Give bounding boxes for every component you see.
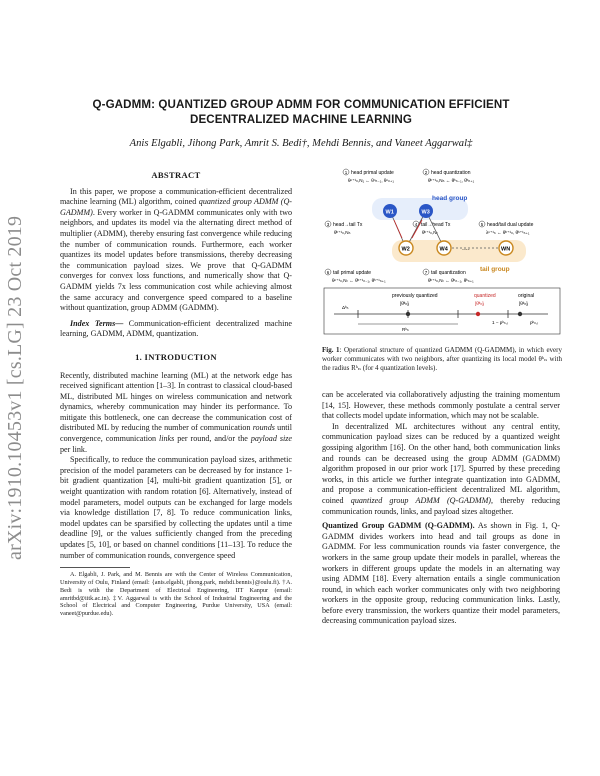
delta-label: Δᵏₙ: [342, 305, 349, 310]
worker-w4: [437, 241, 451, 255]
original-label: original: [518, 293, 535, 299]
head-group-label: head group: [432, 195, 468, 202]
step-2-eq: θ̂ⁿ⁺¹ₙ,Nₕ ← θ̂ⁿₙ₋₁, θ̂ⁿₙ₊₁: [428, 178, 475, 183]
right-paragraph-3: Quantized Group GADMM (Q-GADMM). As shown in Fig. 1, Q-GADMM divides workers into head and tail groups as done in GADMM. For less communication rounds via faster convergence, the workers in the same group update their models in parallel, whereas the workers in different groups update the models in an alternating way using ADMM [18]. Every alternation entails a single communication round, in which each worker communicates only with two neighboring workers in the opposite group, reducing communication links. Lastly, before every transmission, the workers quantize their model parameters, decreasing communication payload sizes.: [322, 521, 560, 626]
tail-group-label: tail group: [480, 266, 510, 273]
step-7-number: 7: [424, 269, 428, 275]
previously-quantized-label: previously quantized: [392, 293, 438, 299]
step-6-eq: θⁿ⁺¹ₙ,Nₜ ← θ̂ⁿ⁺¹ₙ₋₁, θ̂ⁿ⁺¹ₙ₊₁: [332, 278, 386, 283]
index-terms: Index Terms— Communication-efficient decentralized machine learning, GADMM, ADMM, quantization.: [60, 318, 292, 339]
step-3-number: 3: [326, 221, 330, 227]
worker-w1: [383, 204, 397, 218]
paper-title: [60, 97, 542, 127]
worker-w3: [419, 204, 433, 218]
footnote: A. Elgabli, J. Park, and M. Bennis are with the Center of Wireless Communication, University of Oulu, Finland (email: {anis.elgabli, jihong.park, mehdi.bennis}@oulu.fi). †A. Bedi is with the Department of Electrical Engineering, IIT Kanpur (email: amritbd@iitk.ac.in). ‡V. Aggarwal is with the School of Industrial Engineering and the School of Electrical and Computer Engineering, Purdue University, USA (email: vaneet@purdue.edu).: [60, 571, 292, 618]
worker-wn-label: WN: [501, 246, 511, 253]
abstract-text: In this paper, we propose a communication-efficient decentralized machine learning (ML) algorithm, coined quantized group ADMM (Q-GADMM). Every worker in Q-GADMM communicates only with two neighbors, and updates its model via the alternating direct method of multiplier (ADMM), thereby ensuring fast convergence while reducing the number of communication rounds. Furthermore, each worker quantizes its model updates before transmissions, thereby decreasing the communication payload sizes. We prove that Q-GADMM converges for convex loss functions, and numerically show that Q-GADMM yields 7x less communication cost while achieving almost the same accuracy and convergence speed compared to a baseline without quantization, group ADMM (GADMM).: [60, 186, 292, 313]
worker-ellipsis: ....: [462, 245, 470, 252]
original-point: [518, 312, 522, 316]
original-value: [θᵏₙ]ᵢ: [519, 301, 529, 306]
step-6-label: tail primal update: [333, 270, 372, 276]
step-6-number: 6: [326, 269, 330, 275]
intro-paragraph-1: Recently, distributed machine learning (ML) at the network edge has received significant attention [1–3]. In contrast to classical cloud-based ML, distributed ML hinges on wireless communication and network dynamics, whereby communication may hinder its performance. To mitigate this bottleneck, one can decrease the communication cost of distributed ML by reducing the number of communication rounds until convergence, communication links per round, and/or the payload size per link.: [60, 370, 292, 454]
quantized-label: quantized: [474, 293, 496, 299]
worker-w3-label: W3: [421, 209, 430, 216]
figure-caption: Fig. 1: Operational structure of quantized GADMM (Q-GADMM), in which every worker communicates with two neighbors, after quantizing its local model θᵏₙ with the radius Rᵏₙ (for 4 quantization levels).: [322, 346, 562, 372]
step-1-eq: θⁿ⁺¹ₙ,N₁ ← θⁿₙ₋₁, θⁿₙ₊₁: [348, 178, 394, 183]
left-column: [60, 170, 292, 618]
worker-wn: [499, 241, 513, 255]
figure-1: [322, 168, 562, 336]
worker-w2: [399, 241, 413, 255]
worker-w2-label: W2: [401, 246, 410, 253]
previous-point: [406, 312, 410, 316]
authors: Anis Elgabli, Jihong Park, Amrit S. Bedi†, Mehdi Bennis, and Vaneet Aggarwal‡: [129, 138, 473, 149]
right-paragraph-1: can be accelerated via collaboratively adjusting the training momentum [14, 15]. However, these methods commonly postulate a central server that collects model update information, which may not be scalable.: [322, 390, 560, 421]
step-3-eq: θ̂ⁿ⁺¹ₙ,Nₕ: [334, 230, 351, 235]
step-4-eq: θ̂ⁿ⁺¹ₙ,Nₜ: [422, 230, 438, 235]
step-2-label: head quantization: [431, 170, 471, 176]
quantized-point: [476, 312, 480, 316]
step-1-number: 1: [344, 169, 348, 175]
title-line-2: DECENTRALIZED MACHINE LEARNING: [190, 113, 412, 126]
step-3-label: head→tail Tx: [333, 222, 363, 228]
step-2-number: 2: [424, 169, 428, 175]
step-7-eq: θ̂ⁿ⁺¹ₙ,Nₜ ← θ̂ⁿₙ₋₁, θ̂ⁿₙ₊₁: [428, 278, 474, 283]
right-column: [322, 390, 560, 627]
worker-w4-label: W4: [439, 246, 448, 253]
right-paragraph-2: In decentralized ML architectures without any central entity, communication payload sizes can be reduced by a quantized weight gossiping algorithm [16]. On the other hand, both communication links and rounds can be decreased using the group ADMM (GADMM) algorithm proposed in our prior work [17]. Spurred by these preceding works, in this article we further integrate quantization into GADMM, and propose a communication-efficient decentralized ML algorithm, coined quantized group ADMM (Q-GADMM), thereby reducing communication rounds, links, and payload sizes altogether.: [322, 421, 560, 516]
worker-w1-label: W1: [385, 209, 394, 216]
step-5-label: head/tail dual update: [487, 222, 534, 228]
step-4-number: 4: [414, 221, 418, 227]
step-5-number: 5: [480, 221, 484, 227]
quantized-value: [θ̂ᵏₙ]ᵢ: [475, 301, 485, 306]
p-label: pᵏₙ,ᵢ: [530, 320, 538, 325]
step-4-label: tail→head Tx: [421, 222, 451, 228]
abstract-heading: ABSTRACT: [151, 170, 201, 180]
step-1-label: head primal update: [351, 170, 394, 176]
radius-label: Rᵏₙ: [402, 327, 409, 332]
previous-value: [θ̂ᵏₙ]ᵢ: [400, 301, 410, 306]
tx-arrow-1: [394, 220, 402, 238]
arxiv-stamp: arXiv:1910.10453v1 [cs.LG] 23 Oct 2019: [4, 215, 26, 560]
introduction-heading: 1. INTRODUCTION: [135, 351, 217, 362]
footnote-rule: [60, 567, 130, 568]
title-line-1: Q-GADMM: QUANTIZED GROUP ADMM FOR COMMUNICATION EFFICIENT: [92, 98, 510, 111]
step-7-label: tail quantization: [431, 270, 466, 276]
intro-paragraph-2: Specifically, to reduce the communication payload sizes, arithmetic precision of the model parameters can be decreased by for instance 1-bit gradient quantization [4], multi-bit gradient quantization [5], or weight quantization with random rotation [6]. Alternatively, instead of model parameters, model outputs can be exchanged for large models via knowledge distillation [7, 8]. To reduce communication links, model updates can be sparsified by collecting the updates until a time deadline [9], or the values sufficiently changed from the preceding updates [5, 10], or based on channel conditions [11–13]. To reduce the number of communication rounds, convergence speed: [60, 455, 292, 560]
prob-label: 1 − pᵏₙ,ᵢ: [492, 320, 508, 325]
step-5-eq: λⁿ⁺¹ₙ ← θ̂ⁿ⁺¹ₙ, θ̂ⁿ⁺¹ₙ₊₁: [486, 230, 530, 235]
